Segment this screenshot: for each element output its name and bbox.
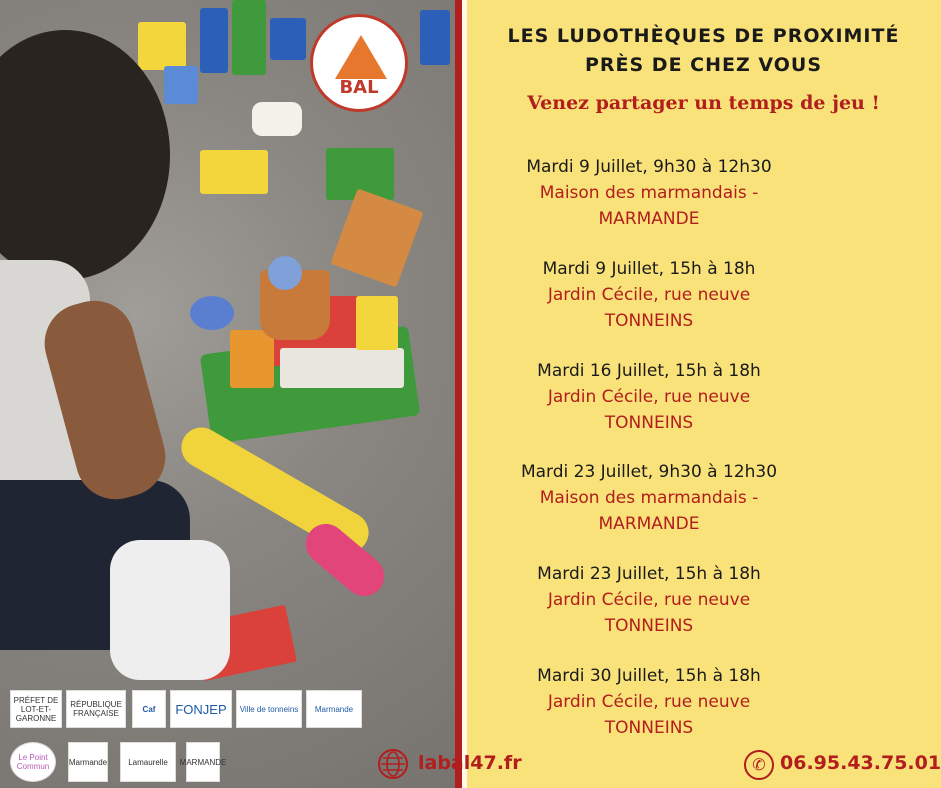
phone-icon: ✆ <box>744 750 774 780</box>
partner-logo-marmande2: Marmande <box>68 742 108 782</box>
event-place: Jardin Cécile, rue neuve <box>547 590 751 610</box>
photo-brick-green <box>232 0 266 75</box>
event-place: Jardin Cécile, rue neuve <box>547 692 751 712</box>
event-item <box>467 358 831 436</box>
photo-flower2 <box>190 296 234 330</box>
partner-logo-lamaurelle: Lamaurelle <box>120 742 176 782</box>
page-title <box>467 22 940 80</box>
event-date: Mardi 16 Juillet, 15h à 18h <box>537 361 761 381</box>
event-date: Mardi 23 Juillet, 9h30 à 12h30 <box>520 462 778 482</box>
partner-logo-caf: Caf <box>132 690 166 728</box>
hero-photo <box>0 0 455 788</box>
photo-brick-stack <box>280 348 404 388</box>
photo-brick-yellow <box>138 22 186 70</box>
partner-logo-fonjep: FONJEP <box>170 690 232 728</box>
website-link[interactable]: labal47.fr <box>418 752 522 774</box>
event-date: Mardi 23 Juillet, 15h à 18h <box>537 564 761 584</box>
bal-logo <box>310 14 408 112</box>
photo-brick-yellow2 <box>200 150 268 194</box>
partner-logo-prefet: PRÉFET DE LOT-ET-GARONNE <box>10 690 62 728</box>
event-item <box>467 459 831 537</box>
photo-brick-blue3 <box>420 10 450 65</box>
schedule-panel <box>467 0 940 788</box>
event-town: TONNEINS <box>604 616 694 636</box>
photo-brick-blue <box>200 8 228 73</box>
event-item <box>467 663 831 741</box>
bal-logo-text: BAL <box>339 77 379 98</box>
divider-red <box>455 0 462 788</box>
photo-brick-cup <box>252 102 302 136</box>
event-place: Maison des marmandais - <box>539 183 759 203</box>
page-subtitle: Venez partager un temps de jeu ! <box>527 92 880 114</box>
partner-logos <box>8 690 368 782</box>
event-town: MARMANDE <box>598 209 700 229</box>
event-date: Mardi 30 Juillet, 15h à 18h <box>537 666 761 686</box>
partner-logo-marmande: Marmande <box>306 690 362 728</box>
page-title-line2: PRÈS DE CHEZ VOUS <box>584 54 823 76</box>
photo-brick-blue2 <box>270 18 306 60</box>
partner-logo-republique: RÉPUBLIQUE FRANÇAISE <box>66 690 126 728</box>
event-item <box>467 561 831 639</box>
event-place: Maison des marmandais - <box>539 488 759 508</box>
event-date: Mardi 9 Juillet, 15h à 18h <box>542 259 756 279</box>
event-town: TONNEINS <box>604 311 694 331</box>
event-town: TONNEINS <box>604 718 694 738</box>
photo-brick-lightblue <box>164 66 198 104</box>
photo-flower <box>268 256 302 290</box>
photo-brick-orange2 <box>230 330 274 388</box>
photo-child-shoe <box>110 540 230 680</box>
bal-logo-tent-icon <box>335 35 387 79</box>
globe-icon <box>378 749 408 779</box>
event-town: TONNEINS <box>604 413 694 433</box>
event-place: Jardin Cécile, rue neuve <box>547 387 751 407</box>
partner-logo-point-commun: Le Point Commun <box>10 742 56 782</box>
event-item <box>467 256 831 334</box>
event-place: Jardin Cécile, rue neuve <box>547 285 751 305</box>
phone-number[interactable]: 06.95.43.75.01 <box>780 752 941 774</box>
partner-logo-marmande3: MARMANDE <box>186 742 220 782</box>
event-date: Mardi 9 Juillet, 9h30 à 12h30 <box>526 157 772 177</box>
page-title-line1: LES LUDOTHÈQUES DE PROXIMITÉ <box>507 25 900 47</box>
event-item <box>467 154 831 232</box>
partner-logo-tonneins: Ville de tonneins <box>236 690 302 728</box>
photo-brick-yellow3 <box>356 296 398 350</box>
event-town: MARMANDE <box>598 514 700 534</box>
